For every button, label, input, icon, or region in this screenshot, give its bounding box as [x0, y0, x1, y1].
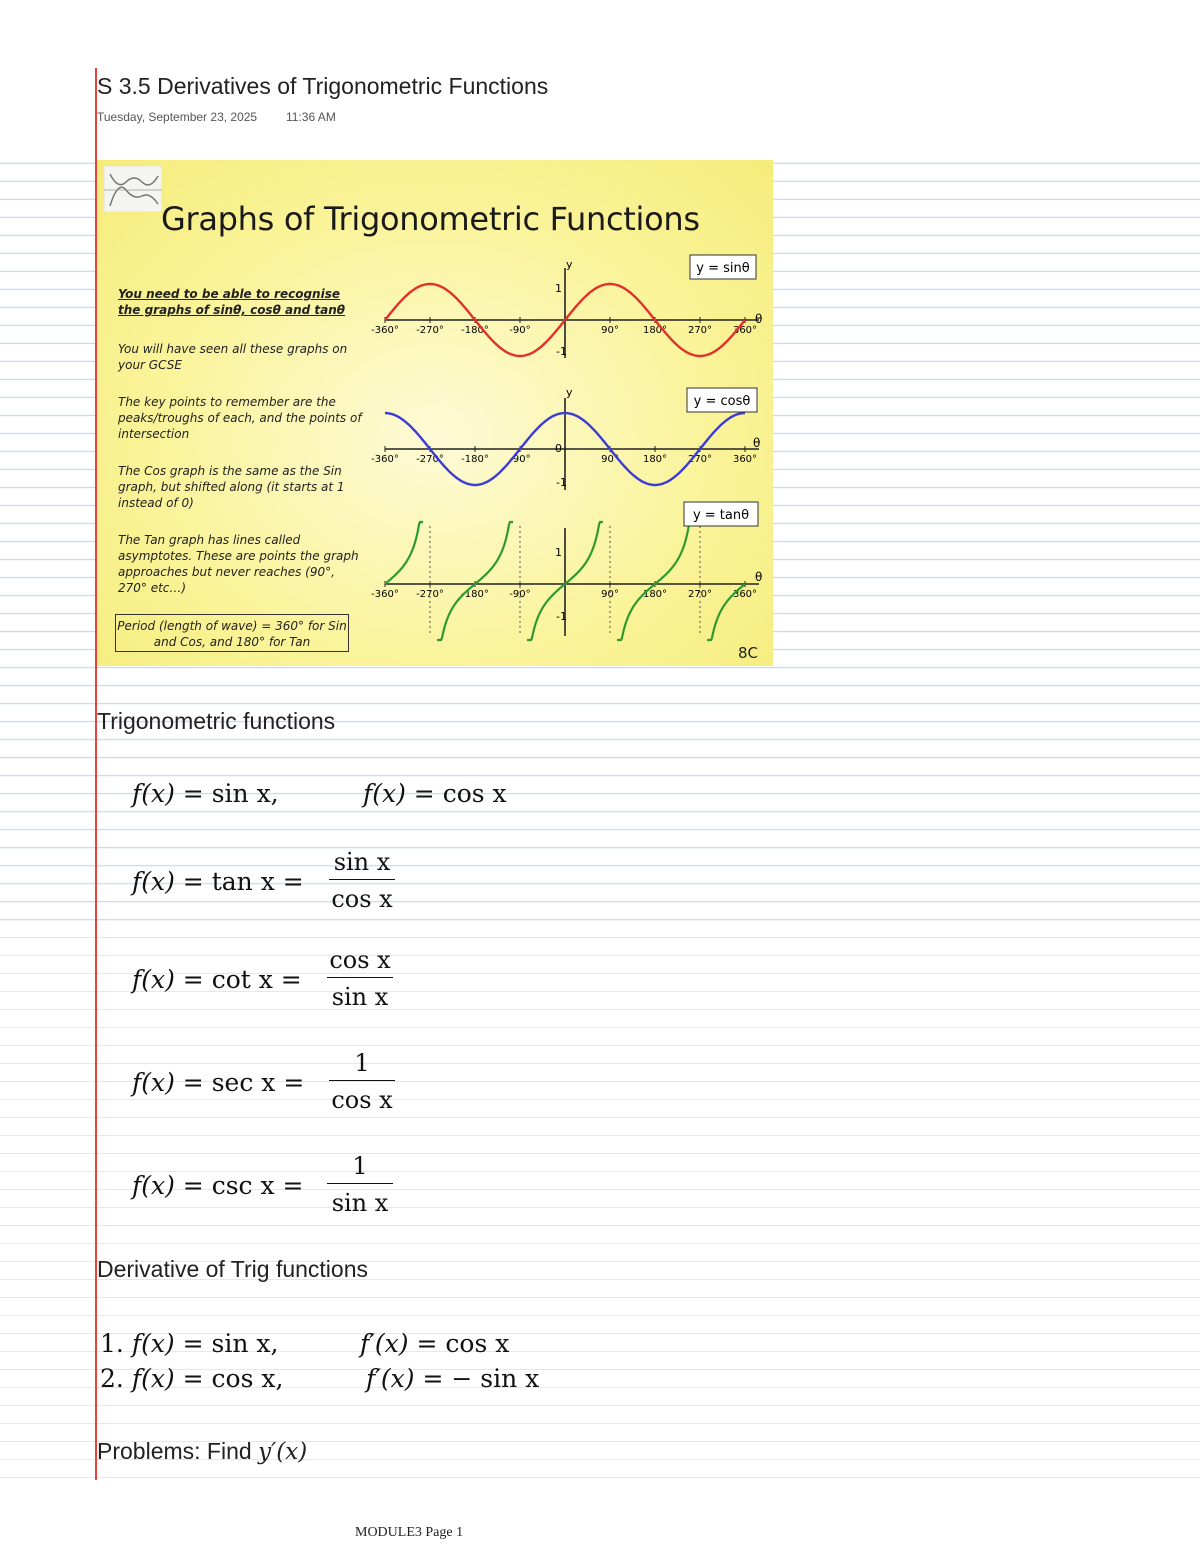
x-tick-label: 360° [732, 589, 758, 600]
fx-label: f(x) = [132, 1171, 212, 1200]
x-tick-label: -360° [371, 325, 399, 336]
x-tick-label: 180° [642, 454, 668, 465]
x-tick-label: -180° [461, 589, 489, 600]
trig-functions-heading: Trigonometric functions [97, 708, 336, 734]
sin-neg-one-label: -1 [556, 345, 567, 358]
x-tick-label: -270° [416, 325, 444, 336]
derivative-1 [100, 1329, 278, 1358]
sec-denominator: cos x [331, 1086, 393, 1114]
fx-label: f(x) = [132, 779, 212, 808]
problems-expression: y′(x) [258, 1439, 308, 1465]
fprime-label: f′(x) = [366, 1364, 452, 1393]
tan-denominator: cos x [331, 885, 393, 913]
cot-denominator: sin x [331, 983, 389, 1011]
x-tick-label: 90° [601, 589, 619, 600]
x-tick-label: 270° [687, 325, 713, 336]
trig-graphs-slide [97, 160, 773, 666]
x-tick-label: -90° [509, 325, 531, 336]
x-tick-label: 180° [642, 325, 668, 336]
sec-definition [132, 1068, 304, 1097]
page-date: Tuesday, September 23, 2025 [97, 110, 258, 124]
period-note-box: Period (length of wave) = 360° for Sin and Cos, and 180° for Tan [115, 614, 349, 652]
note-recognise: You need to be able to recognise the graphs of sinθ, cosθ and tanθ [118, 287, 346, 317]
cot-numerator: cos x [327, 943, 393, 978]
tan-lhs: tan x = [211, 867, 304, 896]
fx-label: f(x) = [132, 1068, 212, 1097]
slide-title: Graphs of Trigonometric Functions [161, 200, 700, 238]
tan-theta-label: θ [755, 570, 763, 584]
cot-lhs: cot x = [211, 965, 302, 994]
sec-lhs: sec x = [211, 1068, 305, 1097]
slide-badge: 8C [738, 644, 759, 662]
derivative-2 [100, 1364, 283, 1393]
cos-def: cos x [442, 779, 507, 808]
note-cos-shift: The Cos graph is the same as the Sin graph, but shifted along (it starts at 1 instead of 0) [118, 464, 345, 510]
note-key-points: The key points to remember are the peaks/troughs of each, and the points of intersection [118, 395, 362, 441]
tan-numerator: sin x [329, 845, 395, 880]
fprime-label: f′(x) = [360, 1329, 446, 1358]
csc-fraction [327, 1149, 393, 1218]
problems-label: Problems: Find [97, 1438, 252, 1464]
d2-rhs: − sin x [451, 1364, 540, 1393]
tan-legend: y = tanθ [692, 508, 750, 523]
cot-definition [132, 965, 302, 994]
x-tick-label: -270° [416, 589, 444, 600]
d1-lhs: sin x, [211, 1329, 279, 1358]
csc-lhs: csc x = [211, 1171, 304, 1200]
tan-one-label: 1 [555, 546, 562, 559]
sin-def: sin x, [211, 779, 279, 808]
fx-label: f(x) = [131, 1329, 212, 1358]
cos-theta-label: θ [753, 436, 761, 450]
page-footer: MODULE3 Page 1 [355, 1525, 464, 1540]
cos-y-label: y [566, 386, 573, 399]
x-tick-label: 360° [732, 454, 758, 465]
d2-lhs: cos x, [211, 1364, 284, 1393]
x-tick-label: -360° [371, 589, 399, 600]
sin-y-label: y [566, 258, 573, 271]
csc-numerator: 1 [327, 1149, 393, 1184]
tan-curve-branch [385, 522, 423, 584]
item-number: 2. [100, 1364, 124, 1393]
x-tick-label: -270° [416, 454, 444, 465]
sec-numerator: 1 [329, 1046, 395, 1081]
sin-one-label: 1 [555, 282, 562, 295]
d1-rhs: cos x [445, 1329, 510, 1358]
problems-heading [97, 1438, 307, 1465]
fx-label: f(x) = [363, 779, 443, 808]
cos-neg-one-label: -1 [556, 476, 567, 489]
trig-graphs [97, 160, 773, 666]
sin-theta-label: θ [755, 312, 763, 326]
cot-fraction [327, 943, 393, 1012]
x-tick-label: 180° [642, 589, 668, 600]
x-tick-label: 270° [687, 454, 713, 465]
derivative-heading: Derivative of Trig functions [97, 1256, 369, 1282]
fx-label: f(x) = [132, 965, 212, 994]
csc-denominator: sin x [331, 1189, 389, 1217]
cos-legend: y = cosθ [693, 394, 751, 409]
note-gcse: You will have seen all these graphs on your GCSE [118, 342, 348, 372]
tan-fraction [329, 845, 395, 914]
x-tick-label: -360° [371, 454, 399, 465]
sin-definition [132, 779, 279, 808]
sin-legend: y = sinθ [696, 261, 750, 276]
fx-label: f(x) = [132, 867, 212, 896]
x-tick-label: -90° [509, 589, 531, 600]
derivative-1-result [360, 1329, 509, 1358]
page-bottom [0, 1482, 1200, 1556]
cos-definition [363, 779, 507, 808]
note-asymptotes: The Tan graph has lines called asymptotes. These are points the graph approaches but never reaches (90°, 270° etc…) [118, 533, 359, 595]
x-tick-label: 90° [601, 454, 619, 465]
page-title: S 3.5 Derivatives of Trigonometric Functions [97, 73, 549, 99]
derivative-2-result [366, 1364, 539, 1393]
x-tick-label: 270° [687, 589, 713, 600]
cos-zero-label: 0 [555, 442, 562, 455]
tan-neg-one-label: -1 [556, 610, 567, 623]
sec-fraction [329, 1046, 395, 1115]
x-tick-label: -90° [509, 454, 531, 465]
x-tick-label: 90° [601, 325, 619, 336]
x-tick-label: 360° [732, 325, 758, 336]
x-tick-label: -180° [461, 454, 489, 465]
csc-definition [132, 1171, 303, 1200]
x-tick-label: -180° [461, 325, 489, 336]
item-number: 1. [100, 1329, 124, 1358]
page-time: 11:36 AM [286, 110, 336, 124]
fx-label: f(x) = [131, 1364, 212, 1393]
tan-definition [132, 867, 304, 896]
